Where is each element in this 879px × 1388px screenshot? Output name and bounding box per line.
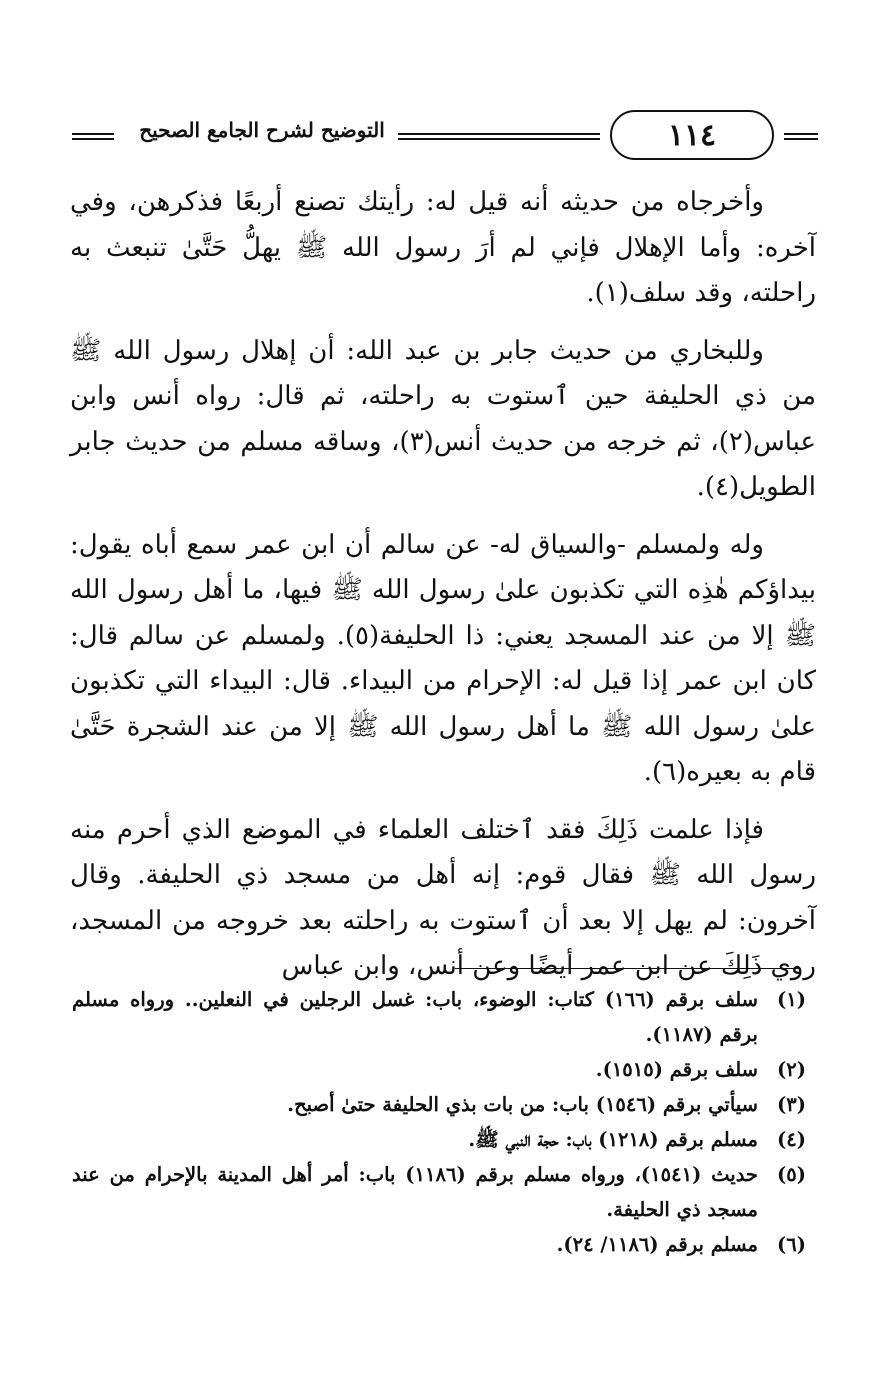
footnote-number: (٣) — [777, 1093, 806, 1116]
footnote-separator — [455, 968, 800, 969]
footnote-text: سلف برقم (١٦٦) كتاب: الوضوء، باب: غسل الرجلين في النعلين.. ورواه مسلم برقم (١١٨٧). — [72, 988, 758, 1046]
page-header — [72, 110, 818, 166]
header-rule-left — [72, 133, 114, 140]
footnote-number: (٤) — [777, 1128, 806, 1151]
footnote — [72, 982, 806, 1052]
footnote — [72, 1122, 806, 1157]
footnote-number: (٦) — [777, 1233, 806, 1256]
page-number: ١١٤ — [610, 110, 774, 160]
footnote — [72, 1087, 806, 1122]
footnote-number: (١) — [777, 988, 806, 1011]
header-rule-right — [784, 133, 818, 140]
footnote-text: مسلم برقم (١١٨٦/ ٢٤). — [556, 1233, 758, 1256]
footnote-text: مسلم برقم (١٢١٨) باب: حجة النبي ﷺ. — [468, 1128, 758, 1151]
footnotes — [72, 982, 806, 1262]
paragraph: وأخرجاه من حديثه أنه قيل له: رأيتك تصنع أربعًا فذكرهن، وفي آخره: وأما الإهلال فإني لم أرَ رسول الله ﷺ يهلُّ حَتَّىٰ تنبعث به راحلته، وقد سلف(١). — [70, 187, 816, 308]
running-title: التوضيح لشرح الجامع الصحيح — [139, 118, 385, 142]
footnote — [72, 1157, 806, 1227]
footnote-text: حديث (١٥٤١)، ورواه مسلم برقم (١١٨٦) باب: أمر أهل المدينة بالإحرام من عند مسجد ذي الحليفة. — [72, 1163, 758, 1221]
footnote-text: سلف برقم (١٥١٥). — [595, 1058, 758, 1081]
paragraph: فإذا علمت ذَلِكَ فقد ٱختلف العلماء في الموضع الذي أحرم منه رسول الله ﷺ فقال قوم: إنه أهل من مسجد ذي الحليفة. وقال آخرون: لم يهل إلا بعد أن ٱستوت به راحلته بعد خروجه من المسجد، روي ذَلِكَ عن ابن عمر أيضًا وعن أنس، وابن عباس — [70, 814, 816, 981]
footnote-text: سيأتي برقم (١٥٤٦) باب: من بات بذي الحليفة حتىٰ أصبح. — [287, 1093, 758, 1116]
header-rule-middle — [398, 133, 600, 140]
main-text — [70, 180, 816, 1002]
paragraph: وله ولمسلم -والسياق له- عن سالم أن ابن عمر سمع أباه يقول: بيداؤكم هٰذِه التي تكذبون علىٰ رسول الله ﷺ فيها، ما أهل رسول الله ﷺ إلا من عند المسجد يعني: ذا الحليفة(٥). ولمسلم عن سالم قال: كان ابن عمر إذا قيل له: الإحرام من البيداء. قال: البيداء التي تكذبون علىٰ رسول الله ﷺ ما أهل رسول الله ﷺ إلا من عند الشجرة حَتَّىٰ قام به بعيره(٦). — [70, 529, 816, 787]
footnote — [72, 1227, 806, 1262]
footnote-number: (٢) — [777, 1058, 806, 1081]
footnote — [72, 1052, 806, 1087]
footnote-number: (٥) — [777, 1163, 806, 1186]
paragraph: وللبخاري من حديث جابر بن عبد الله: أن إهلال رسول الله ﷺ من ذي الحليفة حين ٱستوت به راحلته، ثم قال: رواه أنس وابن عباس(٢)، ثم خرجه من حديث أنس(٣)، وساقه مسلم من حديث جابر الطويل(٤). — [70, 335, 816, 502]
